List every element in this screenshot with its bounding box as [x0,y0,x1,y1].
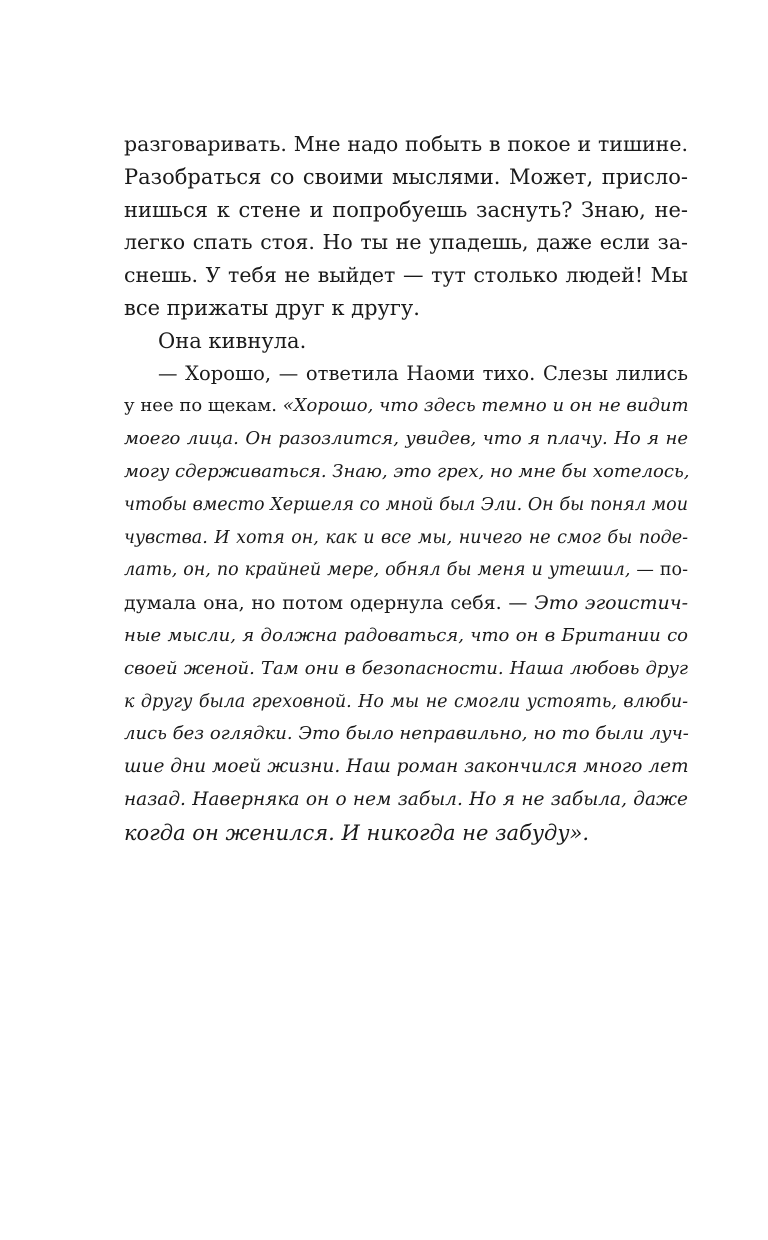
text-line: своей женой. Там они в безопасности. Наша любовь друг [124,657,688,679]
text-line: разговаривать. Мне надо побыть в покое и тишине. [124,132,688,156]
text-line: шие дни моей жизни. Наш роман закончился много лет [124,756,689,778]
text-line: чтобы вместо Хершеля со мной был Эли. Он бы понял мои [124,494,688,515]
text-line: легко спать стоя. Но ты не упадешь, даже если за- [124,230,688,255]
text-line: у нее по щекам. «Хорошо, что здесь темно и он не видит [124,395,689,417]
text-line: думала она, но потом одернула себя. — Это эгоистич- [124,592,688,615]
text-line: к другу была греховной. Но мы не смогли устоять, влюби- [124,691,688,712]
text-line: — Хорошо, — ответила Наоми тихо. Слезы лились [158,361,688,385]
text-line: назад. Наверняка он о нем забыл. Но я не забыла, даже [124,788,688,810]
text-line: могу сдерживаться. Знаю, это грех, но мне бы хотелось, [124,460,690,482]
text-line: все прижаты друг к другу. [124,295,420,320]
text-line: Она кивнула. [158,328,307,353]
text-line: Разобраться со своими мыслями. Может, присло- [124,164,688,189]
text-line: ные мысли, я должна радоваться, что он в Британии со [124,624,688,646]
text-line: снешь. У тебя не выйдет — тут столько людей! Мы [124,263,688,288]
text-line: нишься к стене и попробуешь заснуть? Знаю, не- [124,197,688,222]
text-line: моего лица. Он разозлится, увидев, что я плачу. Но я не [124,428,688,450]
text-line: чувства. И хотя он, как и все мы, ничего не смог бы поде- [124,527,688,548]
text-line: когда он женился. И никогда не забуду». [124,820,590,845]
text-line: лать, он, по крайней мере, обнял бы меня и утешил, — по- [124,560,688,581]
text-line: лись без оглядки. Это было неправильно, но то были луч- [124,723,689,745]
book-page-text [124,128,688,850]
